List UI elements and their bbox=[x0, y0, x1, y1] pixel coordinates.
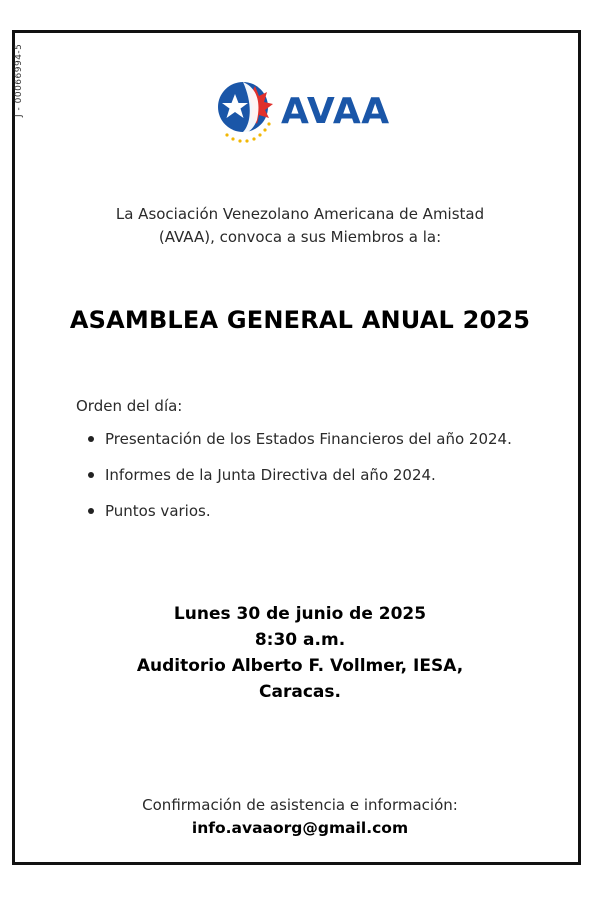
bullet-icon bbox=[88, 508, 94, 514]
agenda-item-text: Puntos varios. bbox=[105, 502, 211, 520]
event-details bbox=[60, 601, 540, 705]
rif-number: J - 00066994-5 bbox=[14, 43, 24, 117]
bullet-icon bbox=[88, 436, 94, 442]
page-title: ASAMBLEA GENERAL ANUAL 2025 bbox=[69, 306, 531, 334]
avaa-logo bbox=[213, 80, 388, 146]
intro-line-1: La Asociación Venezolano Americana de Amistad bbox=[115, 205, 485, 223]
list-item bbox=[86, 500, 566, 536]
event-time: 8:30 a.m. bbox=[254, 630, 346, 650]
list-item bbox=[86, 428, 566, 464]
intro-line-2: (AVAA), convoca a sus Miembros a la: bbox=[158, 228, 442, 246]
contact-label: Confirmación de asistencia e información: bbox=[142, 796, 458, 814]
event-date: Lunes 30 de junio de 2025 bbox=[173, 604, 427, 624]
bullet-icon bbox=[88, 472, 94, 478]
agenda-item-text: Informes de la Junta Directiva del año 2024. bbox=[105, 466, 436, 484]
agenda-heading: Orden del día: bbox=[76, 397, 183, 415]
event-venue: Auditorio Alberto F. Vollmer, IESA, bbox=[136, 656, 464, 676]
list-item bbox=[86, 464, 566, 500]
intro-text bbox=[60, 203, 540, 249]
avaa-emblem-icon bbox=[213, 80, 279, 146]
agenda-list bbox=[86, 428, 566, 536]
contact-email[interactable]: info.avaaorg@gmail.com bbox=[191, 819, 409, 837]
contact-info bbox=[60, 794, 540, 840]
agenda-item-text: Presentación de los Estados Financieros del año 2024. bbox=[105, 430, 512, 448]
logo-wordmark: AVAA bbox=[281, 91, 390, 132]
event-city: Caracas. bbox=[259, 682, 341, 702]
